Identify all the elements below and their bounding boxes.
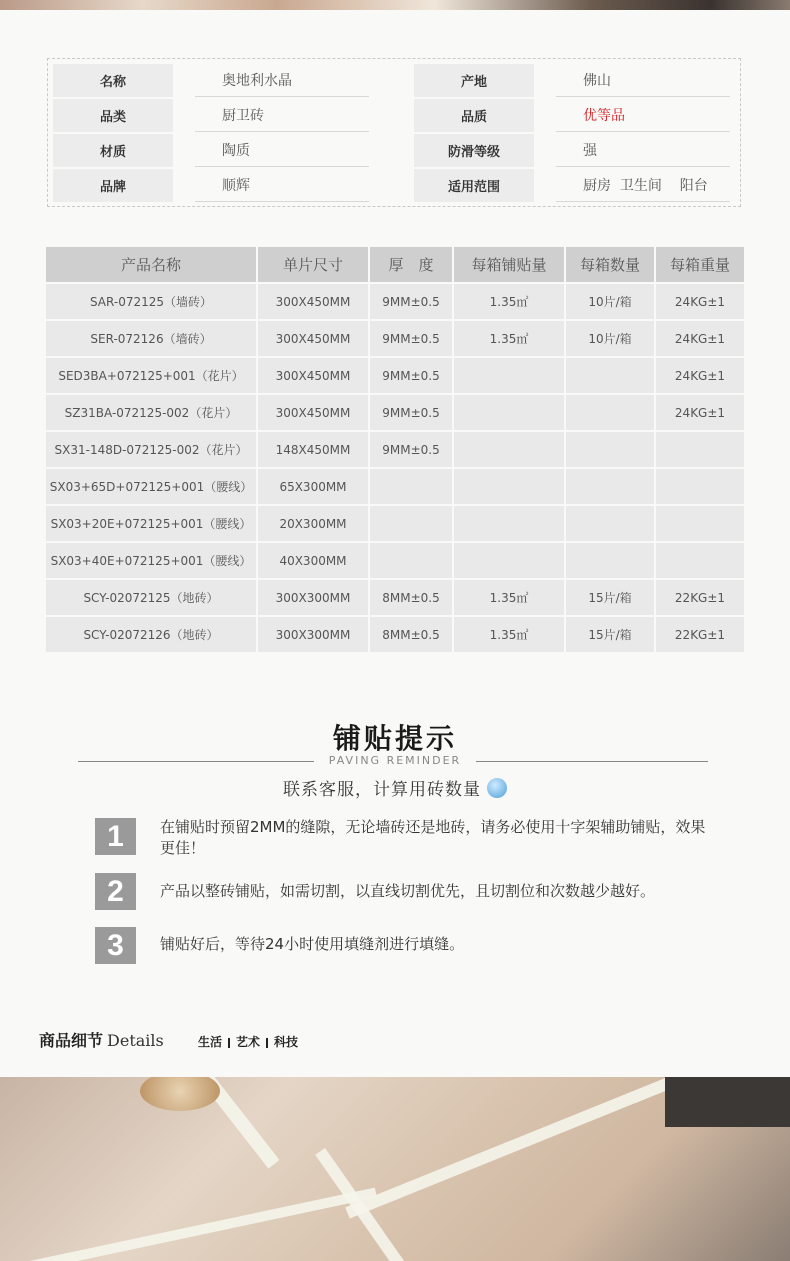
product-name-cell: SX03+65D+072125+001（腰线） xyxy=(46,469,256,504)
table-cell xyxy=(370,506,452,541)
attribute-key: 产地 xyxy=(414,64,534,97)
details-tags xyxy=(198,1033,298,1050)
contact-text: 联系客服，计算用砖数量 xyxy=(283,780,481,800)
product-name-cell: SX03+20E+072125+001（腰线） xyxy=(46,506,256,541)
table-header-cell: 每箱铺贴量 xyxy=(454,247,564,282)
table-cell: 24KG±1 xyxy=(656,395,744,430)
table-cell xyxy=(566,358,654,393)
attribute-value: 强 xyxy=(556,134,730,167)
product-name-cell: SCY-02072126（地砖） xyxy=(46,617,256,652)
product-attributes xyxy=(47,58,741,207)
table-cell: 8MM±0.5 xyxy=(370,617,452,652)
table-cell: 24KG±1 xyxy=(656,358,744,393)
attribute-key: 适用范围 xyxy=(414,169,534,202)
table-cell: 9MM±0.5 xyxy=(370,395,452,430)
table-cell xyxy=(566,543,654,578)
step-number-1: 1 xyxy=(95,818,136,855)
table-cell: 300X450MM xyxy=(258,395,368,430)
product-name-cell: SZ31BA-072125-002（花片） xyxy=(46,395,256,430)
table-cell: 24KG±1 xyxy=(656,284,744,319)
table-cell: 22KG±1 xyxy=(656,617,744,652)
water-drop-icon xyxy=(487,778,507,798)
table-cell: 1.35㎡ xyxy=(454,617,564,652)
table-cell xyxy=(370,543,452,578)
table-cell: 300X300MM xyxy=(258,580,368,615)
table-cell: 40X300MM xyxy=(258,543,368,578)
product-name-cell: SCY-02072125（地砖） xyxy=(46,580,256,615)
table-cell: 10片/箱 xyxy=(566,321,654,356)
details-tag-art: 艺术 xyxy=(236,1035,261,1049)
contact-service-link[interactable] xyxy=(0,775,790,800)
dark-surface xyxy=(665,1077,790,1127)
table-cell: 300X450MM xyxy=(258,358,368,393)
table-cell xyxy=(454,395,564,430)
details-title-en: Details xyxy=(107,1031,164,1050)
reminder-subtitle: PAVING REMINDER xyxy=(328,754,462,767)
attribute-key: 品类 xyxy=(53,99,173,132)
tile-detail-photo xyxy=(0,1077,790,1261)
table-cell xyxy=(454,358,564,393)
table-cell: 65X300MM xyxy=(258,469,368,504)
tag-separator xyxy=(266,1038,268,1048)
attribute-key: 名称 xyxy=(53,64,173,97)
table-cell: 15片/箱 xyxy=(566,580,654,615)
table-cell xyxy=(566,506,654,541)
step-number-3: 3 xyxy=(95,927,136,964)
table-cell: 20X300MM xyxy=(258,506,368,541)
table-cell xyxy=(566,469,654,504)
top-product-photo xyxy=(0,0,790,10)
table-cell: 300X300MM xyxy=(258,617,368,652)
attribute-key: 材质 xyxy=(53,134,173,167)
table-header-cell: 每箱重量 xyxy=(656,247,744,282)
tile-grout-line xyxy=(3,1188,377,1261)
details-title-cn: 商品细节 xyxy=(39,1031,104,1050)
attribute-key: 品质 xyxy=(414,99,534,132)
table-cell: 15片/箱 xyxy=(566,617,654,652)
tag-separator xyxy=(228,1038,230,1048)
table-cell xyxy=(454,506,564,541)
product-name-cell: SED3BA+072125+001（花片） xyxy=(46,358,256,393)
table-header-cell: 厚 度 xyxy=(370,247,452,282)
table-cell xyxy=(454,432,564,467)
attribute-value: 厨卫砖 xyxy=(195,99,369,132)
product-name-cell: SAR-072125（墙砖） xyxy=(46,284,256,319)
table-cell xyxy=(656,432,744,467)
attribute-value: 佛山 xyxy=(556,64,730,97)
table-cell xyxy=(566,432,654,467)
table-cell: 148X450MM xyxy=(258,432,368,467)
attribute-value: 顺辉 xyxy=(195,169,369,202)
spec-table xyxy=(46,247,744,654)
table-cell: 8MM±0.5 xyxy=(370,580,452,615)
table-cell: 1.35㎡ xyxy=(454,580,564,615)
table-cell xyxy=(656,506,744,541)
table-cell xyxy=(454,543,564,578)
table-cell xyxy=(454,469,564,504)
product-name-cell: SX31-148D-072125-002（花片） xyxy=(46,432,256,467)
attribute-key: 防滑等级 xyxy=(414,134,534,167)
attribute-value: 厨房 卫生间 阳台 xyxy=(556,169,730,202)
attribute-key: 品牌 xyxy=(53,169,173,202)
table-cell xyxy=(656,469,744,504)
table-cell xyxy=(656,543,744,578)
table-header-cell: 每箱数量 xyxy=(566,247,654,282)
table-cell: 9MM±0.5 xyxy=(370,284,452,319)
table-header-cell: 产品名称 xyxy=(46,247,256,282)
details-heading xyxy=(39,1028,164,1051)
table-cell: 9MM±0.5 xyxy=(370,358,452,393)
decorative-shell xyxy=(140,1077,220,1111)
reminder-title: 铺贴提示 xyxy=(332,722,457,755)
table-cell xyxy=(370,469,452,504)
table-cell: 300X450MM xyxy=(258,321,368,356)
table-header-cell: 单片尺寸 xyxy=(258,247,368,282)
step-text-2: 产品以整砖铺贴，如需切割，以直线切割优先，且切割位和次数越少越好。 xyxy=(160,882,656,900)
step-text-3: 铺贴好后，等待24小时使用填缝剂进行填缝。 xyxy=(160,935,465,953)
details-tag-tech: 科技 xyxy=(274,1035,299,1049)
attribute-value: 奥地利水晶 xyxy=(195,64,369,97)
product-name-cell: SER-072126（墙砖） xyxy=(46,321,256,356)
details-tag-life: 生活 xyxy=(198,1035,223,1049)
attribute-value: 陶质 xyxy=(195,134,369,167)
table-cell: 9MM±0.5 xyxy=(370,321,452,356)
table-cell: 1.35㎡ xyxy=(454,321,564,356)
step-number-2: 2 xyxy=(95,873,136,910)
table-cell: 300X450MM xyxy=(258,284,368,319)
step-text-1: 在铺贴时预留2MM的缝隙，无论墙砖还是地砖，请务必使用十字架辅助铺贴，效果更佳！ xyxy=(160,818,706,857)
table-cell: 10片/箱 xyxy=(566,284,654,319)
table-cell: 9MM±0.5 xyxy=(370,432,452,467)
table-cell xyxy=(566,395,654,430)
table-cell: 24KG±1 xyxy=(656,321,744,356)
table-cell: 1.35㎡ xyxy=(454,284,564,319)
product-name-cell: SX03+40E+072125+001（腰线） xyxy=(46,543,256,578)
attribute-value: 优等品 xyxy=(556,99,730,132)
table-cell: 22KG±1 xyxy=(656,580,744,615)
